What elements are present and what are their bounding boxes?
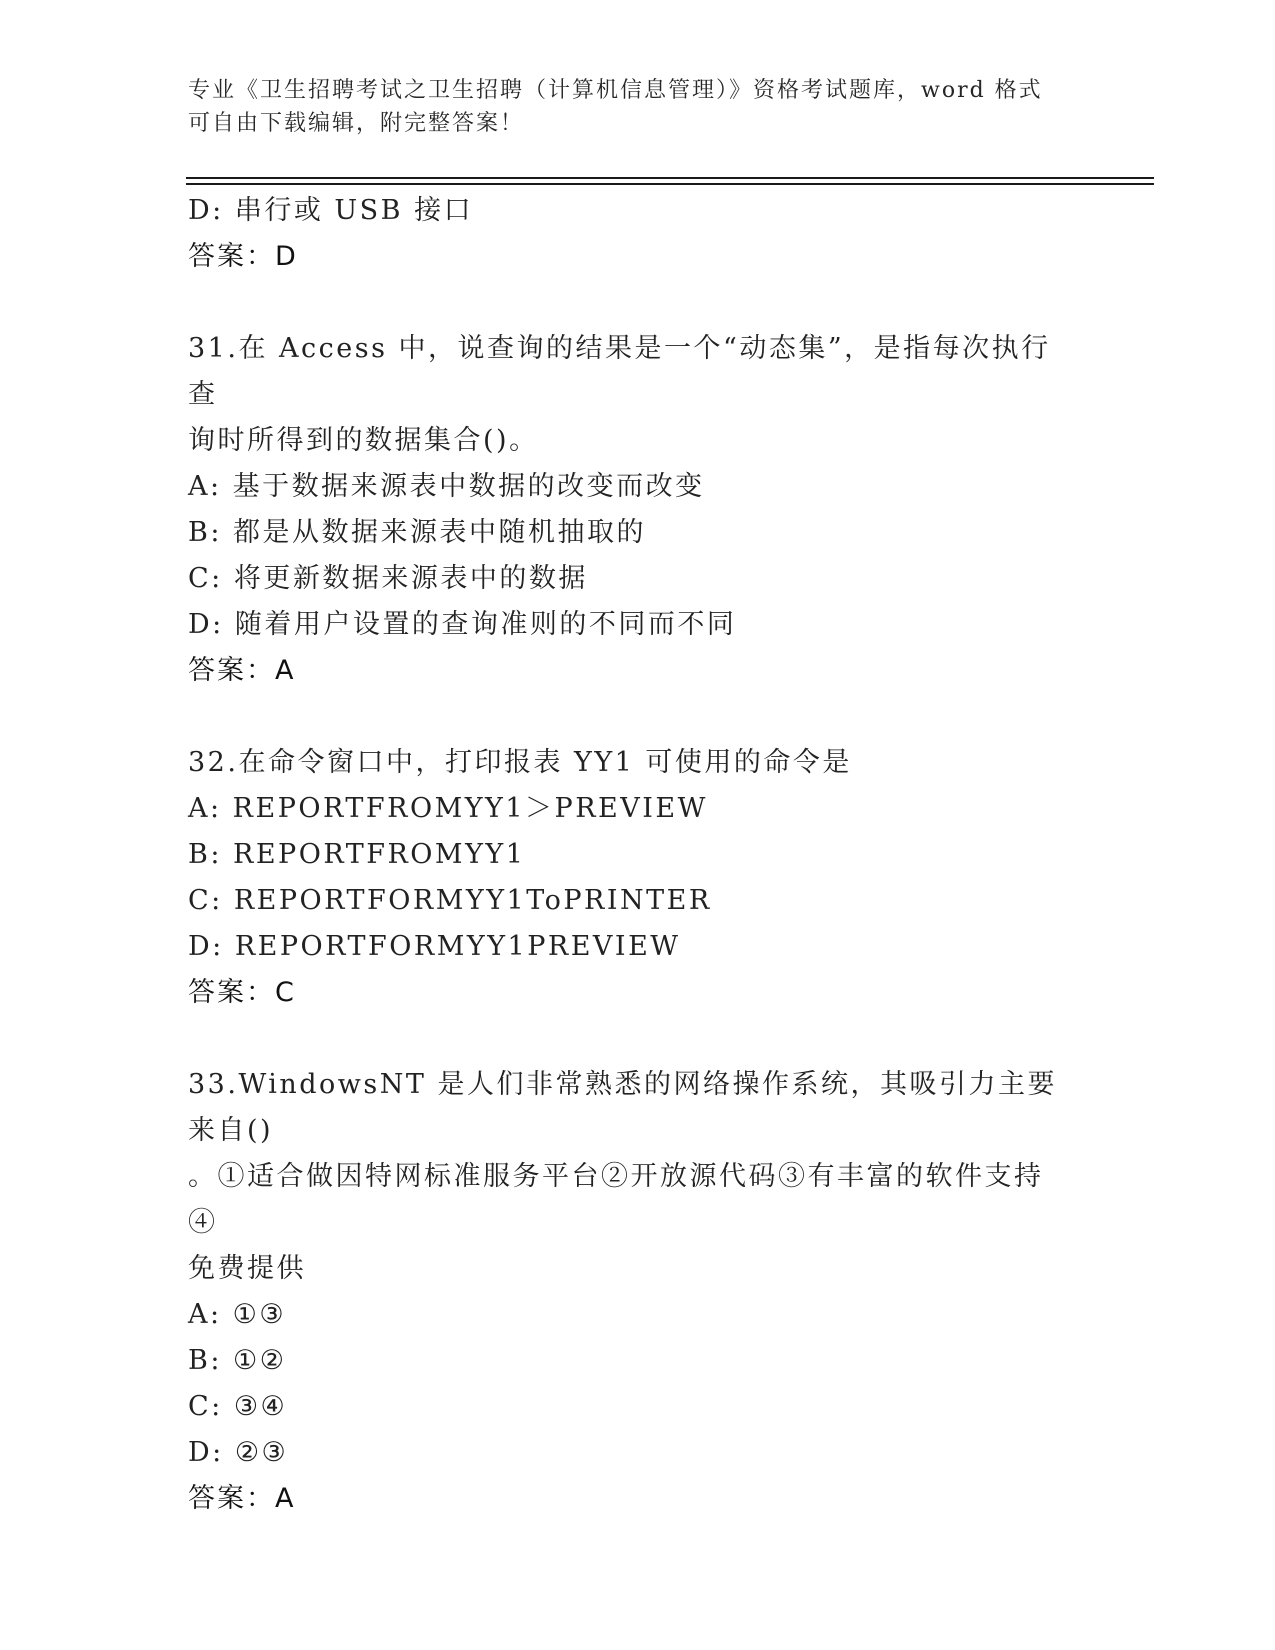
question-33-stem [188, 1062, 1068, 1292]
answer-line: 答案：C [188, 977, 296, 1008]
header-line-1: 专业《卫生招聘考试之卫生招聘（计算机信息管理）》资格考试题库，word 格式 [188, 78, 1043, 103]
header-divider-top [186, 177, 1154, 179]
question-list [188, 188, 1068, 1522]
option-d: D: 串行或 USB 接口 [188, 195, 474, 226]
option-c: C: ③④ [188, 1391, 288, 1422]
question-stem-line: 33.WindowsNT 是人们非常熟悉的网络操作系统，其吸引力主要来自() [188, 1069, 1057, 1146]
option-b: B: ①② [188, 1345, 287, 1376]
question-stem-line: 32.在命令窗口中，打印报表 YY1 可使用的命令是 [188, 747, 852, 778]
question-stem-line: 询时所得到的数据集合()。 [188, 425, 539, 456]
option-a: A: ①③ [188, 1299, 287, 1330]
header-line-2: 可自由下载编辑，附完整答案！ [188, 111, 525, 136]
question-stem-line: 。①适合做因特网标准服务平台②开放源代码③有丰富的软件支持④ [188, 1161, 1044, 1238]
option-c: C: 将更新数据来源表中的数据 [188, 563, 588, 594]
answer-line: 答案：D [188, 241, 298, 272]
option-d: D: REPORTFORMYY1PREVIEW [188, 931, 681, 962]
option-b: B: REPORTFROMYY1 [188, 839, 526, 870]
answer-line: 答案：A [188, 1483, 296, 1514]
option-d: D: ②③ [188, 1437, 289, 1468]
option-a: A: 基于数据来源表中数据的改变而改变 [188, 471, 705, 502]
question-32-stem [188, 740, 1068, 786]
header-divider-bottom [186, 183, 1154, 185]
answer-line: 答案：A [188, 655, 296, 686]
option-c: C: REPORTFORMYY1ToPRINTER [188, 885, 712, 916]
document-header [188, 74, 1088, 140]
question-31-stem [188, 326, 1068, 464]
question-stem-line: 31.在 Access 中，说查询的结果是一个“动态集”，是指每次执行查 [188, 333, 1051, 410]
option-b: B: 都是从数据来源表中随机抽取的 [188, 517, 647, 548]
question-stem-line: 免费提供 [188, 1253, 306, 1284]
option-d: D: 随着用户设置的查询准则的不同而不同 [188, 609, 737, 640]
option-a: A: REPORTFROMYY1＞PREVIEW [188, 793, 708, 824]
